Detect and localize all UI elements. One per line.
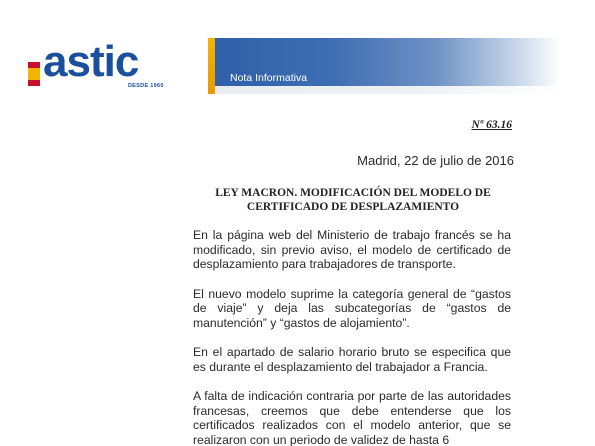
document-title: LEY MACRON. MODIFICACIÓN DEL MODELO DE CERTIFICADO DE DESPLAZAMIENTO xyxy=(215,187,491,213)
astic-logo xyxy=(28,37,178,92)
header-banner-accent xyxy=(208,38,215,94)
document-date: Madrid, 22 de julio de 2016 xyxy=(357,153,514,168)
banner-title: Nota Informativa xyxy=(230,72,308,84)
spain-flag-icon xyxy=(28,62,40,86)
logo-wordmark: astic xyxy=(43,37,139,86)
flag-stripe-middle xyxy=(28,68,40,80)
paragraph: En el apartado de salario horario bruto se especifica que es durante el desplazamiento del trabajador a Francia. xyxy=(193,345,511,374)
logo-since: DESDE 1960 xyxy=(128,83,164,89)
document-number: Nº 63.16 xyxy=(471,119,512,131)
header-banner-strip xyxy=(215,86,560,94)
paragraph: El nuevo modelo suprime la categoría general de “gastos de viaje” y deja las subcategorías de “gastos de manutención” y “gastos de alojamiento”. xyxy=(193,286,511,330)
paragraph: A falta de indicación contraria por parte de las autoridades francesas, creemos que debe entenderse que los certificados realizados con el modelo anterior, que se realizaron con un periodo de validez de hasta 6 xyxy=(193,389,511,446)
paragraph: En la página web del Ministerio de trabajo francés se ha modificado, sin previo aviso, el modelo de certificado de desplazamiento para trabajadores de transporte. xyxy=(193,228,511,271)
flag-stripe-bottom xyxy=(28,80,40,86)
document-body xyxy=(193,228,511,446)
